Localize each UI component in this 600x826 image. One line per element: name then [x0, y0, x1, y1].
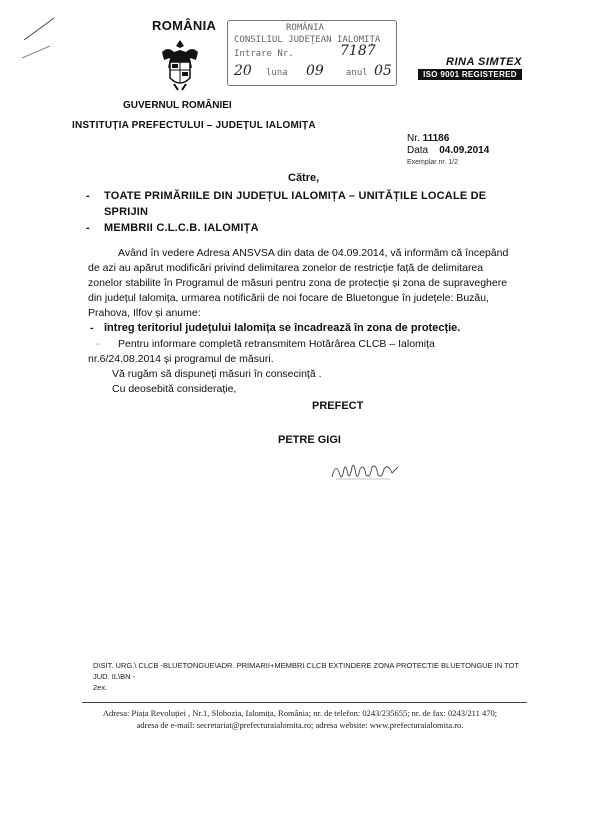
- body-line: nr.6/24.08.2014 și programul de măsuri.: [88, 353, 274, 365]
- closing-line: Cu deosebită considerație,: [112, 383, 237, 395]
- nr-label: Nr.: [407, 133, 420, 144]
- country-heading: ROMÂNIA: [152, 18, 217, 33]
- highlight-bullet: -: [90, 322, 94, 334]
- institution-heading: INSTITUȚIA PREFECTULUI – JUDEȚUL IALOMIȚA: [72, 120, 316, 131]
- reference-block: [407, 133, 489, 169]
- footer-line: Adresa: Piața Revoluției , Nr.1, Slobozia, Ialomița, România; nr. de telefon: 0243/235655; nr. de fax: 0243/211 470;: [102, 708, 498, 718]
- stamp-country: ROMÂNIA: [286, 23, 324, 33]
- body-line: Prahova, Ilfov și anume:: [88, 307, 201, 319]
- rina-certification-logo: [418, 56, 522, 80]
- date-label: Data: [407, 145, 429, 156]
- recipient-bullet: -: [86, 190, 90, 202]
- stamp-council: CONSILIUL JUDEȚEAN IALOMIȚA: [234, 35, 381, 45]
- footer-line: adresa de e-mail: secretariat@prefecturaialomita.ro; adresa website: www.prefecturaialomita.ro.: [136, 720, 464, 730]
- date-value: 04.09.2014: [439, 145, 490, 156]
- para-mark: -: [96, 338, 100, 350]
- body-line: de azi au apărut modificări privind delimitarea zonelor de restricție față de delimitarea: [88, 262, 484, 274]
- stamp-year: 05: [374, 63, 392, 79]
- rina-iso-band: ISO 9001 REGISTERED: [418, 69, 522, 80]
- footer-address: [60, 707, 540, 731]
- stamp-month-label: luna: [266, 68, 288, 78]
- stamp-entry-number: 7187: [340, 43, 376, 59]
- footer-divider: [82, 702, 527, 703]
- nr-value: 11186: [422, 133, 450, 144]
- recipient-item: MEMBRII C.L.C.B. IALOMIȚA: [104, 222, 259, 234]
- highlight-statement: întreg teritoriul județului Ialomița se încadrează în zona de protecție.: [104, 322, 461, 334]
- corner-scan-marks: [20, 10, 60, 60]
- stamp-month: 09: [306, 63, 324, 79]
- copy-number: Exemplar nr. 1/2: [407, 159, 458, 166]
- stamp-year-label: anul: [346, 68, 368, 78]
- stamp-day: 20: [234, 63, 252, 79]
- body-line: zonelor stabilite în Programul de măsuri pentru zona de protecție și zona de supraveghere: [88, 277, 508, 289]
- file-path-line: D\SIT. URG.\ CLCB -BLUETONGUE\ADR. PRIMARII+MEMBRI CLCB EXTINDERE ZONA PROTECTIE BLUETONGUE IN TOT JUD. IL\BN -: [93, 661, 519, 681]
- file-path-reference: [93, 660, 533, 693]
- recipient-item-continued: SPRIJIN: [104, 206, 149, 218]
- file-path-line: 2ex.: [93, 683, 108, 692]
- government-heading: GUVERNUL ROMÂNIEI: [123, 100, 232, 111]
- rina-title: RINA SIMTEX: [446, 56, 522, 68]
- body-line: Pentru informare completă retransmitem Hotărârea CLCB – Ialomița: [118, 338, 435, 350]
- coat-of-arms-icon: [158, 38, 202, 94]
- recipient-bullet: -: [86, 222, 90, 234]
- request-line: Vă rugăm să dispuneți măsuri în consecință .: [112, 368, 322, 380]
- body-line: din județul Ialomița, urmarea notificării de noi focare de Bluetongue în județele: Buzău,: [88, 292, 489, 304]
- registration-stamp: [227, 20, 397, 86]
- recipient-item: TOATE PRIMĂRIILE DIN JUDEȚUL IALOMIȚA – UNITĂȚILE LOCALE DE: [104, 190, 487, 202]
- signature-title: PREFECT: [312, 400, 364, 412]
- body-line: Având în vedere Adresa ANSVSA din data de 04.09.2014, vă informăm că începând: [118, 247, 509, 259]
- stamp-entry-label: Intrare Nr.: [234, 49, 294, 59]
- handwritten-signature: [330, 455, 400, 483]
- signature-name: PETRE GIGI: [278, 434, 341, 446]
- recipients-title: Către,: [288, 172, 320, 184]
